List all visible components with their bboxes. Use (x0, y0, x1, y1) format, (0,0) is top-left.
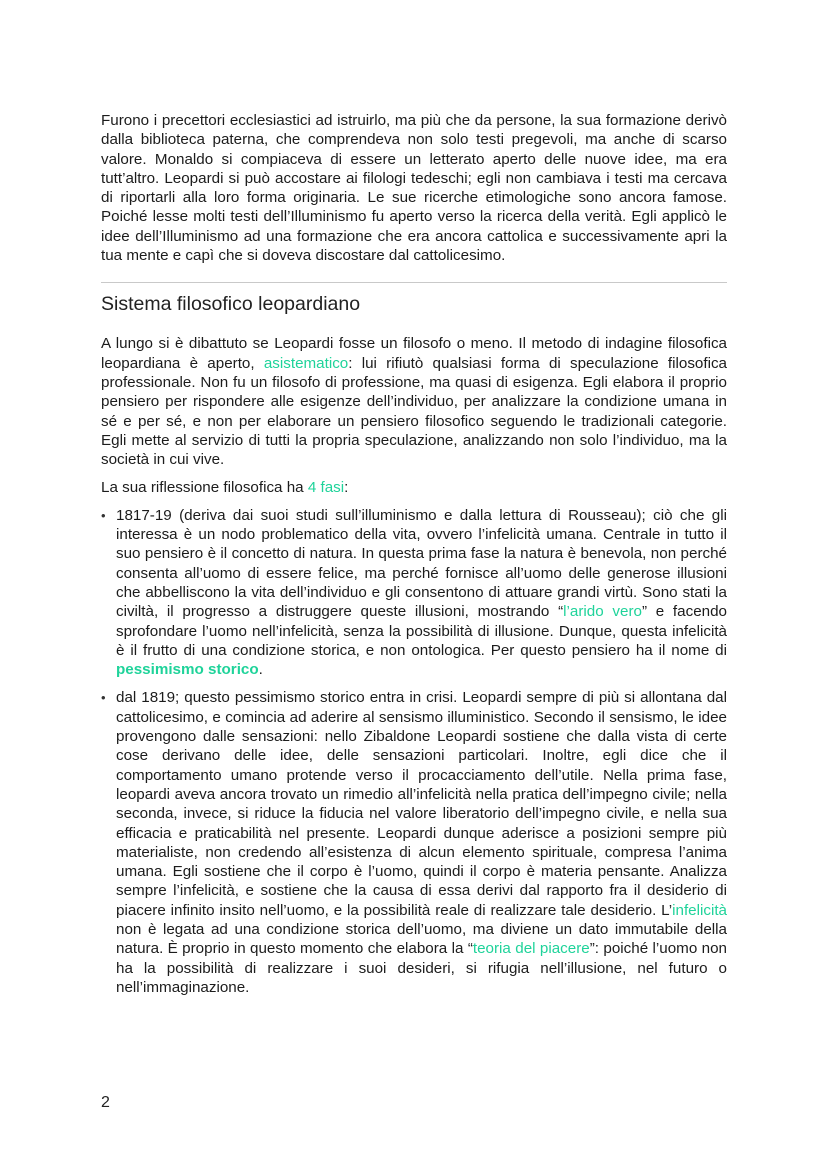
text-run: 1817-19 (deriva dai suoi studi sull’illuminismo e dalla lettura di Rousseau); ciò che gli interessa è un nodo problematico della vita, ovvero l’infelicità umana. Centrale in tutto il suo pensiero è il concetto di natura. In questa prima fase la natura è benevola, non perché consenta all’uomo di essere felice, ma perché fornisce all’uomo delle generose illusioni che abbelliscono la vita dell’individuo e gli consentono di attuare grandi virtù. Sono stati la civiltà, il progresso a distruggere queste illusioni, mostrando “ (116, 506, 727, 621)
text-run: La sua riflessione filosofica ha (101, 479, 308, 497)
phases-list (101, 506, 727, 997)
text-run: ”: poiché l’uomo non ha la possibilità di realizzare i suoi desideri, si rifugia nell’illusione, nel futuro o nell’immaginazione. (116, 940, 727, 996)
section-divider (101, 282, 727, 283)
page-number: 2 (101, 1094, 110, 1111)
text-run: : lui rifiutò qualsiasi forma di speculazione filosofica professionale. Non fu un filosofo di professione, ma quasi di esigenza. Egli elabora il proprio pensiero per rispondere alle esigenze dell’individuo, per analizzare la condizione umana in sé e per sé, e non per elaborare un pensiero filosofico seguendo le tradizionali categorie. Egli mette al servizio di tutti la propria speculazione, analizzando non solo l’individuo, ma la società in cui vive. (101, 354, 727, 469)
highlighted-term-bold: pessimismo storico (116, 661, 259, 679)
text-run: ” e facendo sprofondare l’uomo nell’infelicità, senza la possibilità di illusione. Dunque, questa infelicità è il frutto di una condizione storica, e non ontologica. Per questo pensiero ha il nome di (116, 603, 727, 659)
text-run: . (258, 661, 263, 679)
text-run: non è legata ad una condizione storica dell’uomo, ma diviene un dato immutabile della natura. È proprio in questo momento che elabora la “ (116, 920, 727, 958)
highlighted-term: 4 fasi (307, 479, 345, 497)
section-paragraph (101, 334, 727, 469)
highlighted-term: asistematico (263, 354, 349, 372)
highlighted-term: teoria del piacere (472, 940, 590, 958)
phases-intro (101, 478, 727, 497)
bullet-icon: • (101, 507, 106, 523)
text-run: dal 1819; questo pessimismo storico entra in crisi. Leopardi sempre di più si allontana dal cattolicesimo, e comincia ad aderire al sensismo illuministico. Secondo il sensismo, le idee provengono dalle sensazioni: nello Zibaldone Leopardi sostiene che dalla vista di certe cose derivano delle idee, delle sensazioni particolari. Inoltre, egli dice che il comportamento umano protende verso il procacciamento dell’utile. Nella prima fase, leopardi aveva ancora trovato un rimedio all’infelicità nella pratica dell’impegno civile; nella seconda, invece, si riduce la fiducia nel valore liberatorio dell’impegno civile, e nella sua efficacia e praticabilità nel presente. Leopardi dunque aderisce a posizioni sempre più materialiste, non credendo all’esistenza di alcun elemento spirituale, compresa l’anima umana. Egli sostiene che il corpo è l’uomo, quindi il corpo è materia pensante. Analizza sempre l’infelicità, e sostiene che la causa di essa derivi dal rapporto fra il desiderio di piacere infinito insito nell’uomo, e la possibilità reale di realizzare tale desiderio. L’ (116, 689, 727, 919)
intro-paragraph: Furono i precettori ecclesiastici ad istruirlo, ma più che da persone, la sua formazione derivò dalla biblioteca paterna, che comprendeva non solo testi pregevoli, ma anche di scarso valore. Monaldo si compiaceva di essere un letterato aperto delle nuove idee, ma era tutt’altro. Leopardi si può accostare ai filologi tedeschi; egli non cambiava i testi ma cercava di riportarli alla loro forma originaria. Le sue ricerche etimologiche sono ancora famose. Poiché lesse molti testi dell’Illuminismo fu aperto verso la ricerca della verità. Egli applicò le idee dell’Illuminismo ad una formazione che era ancora cattolica e successivamente apri la tua mente e capì che si doveva discostare dal cattolicesimo. (101, 112, 727, 265)
bullet-icon: • (101, 690, 106, 706)
list-item (101, 506, 727, 680)
highlighted-term: infelicità (672, 901, 727, 919)
section-heading: Sistema filosofico leopardiano (101, 293, 361, 316)
highlighted-term: l’arido vero (563, 603, 642, 621)
text-run: : (344, 479, 349, 497)
page-content (101, 111, 727, 997)
list-item (101, 688, 727, 997)
text-run: A lungo si è dibattuto se Leopardi fosse un filosofo o meno. Il metodo di indagine filosofica leopardiana è aperto, (101, 335, 727, 372)
